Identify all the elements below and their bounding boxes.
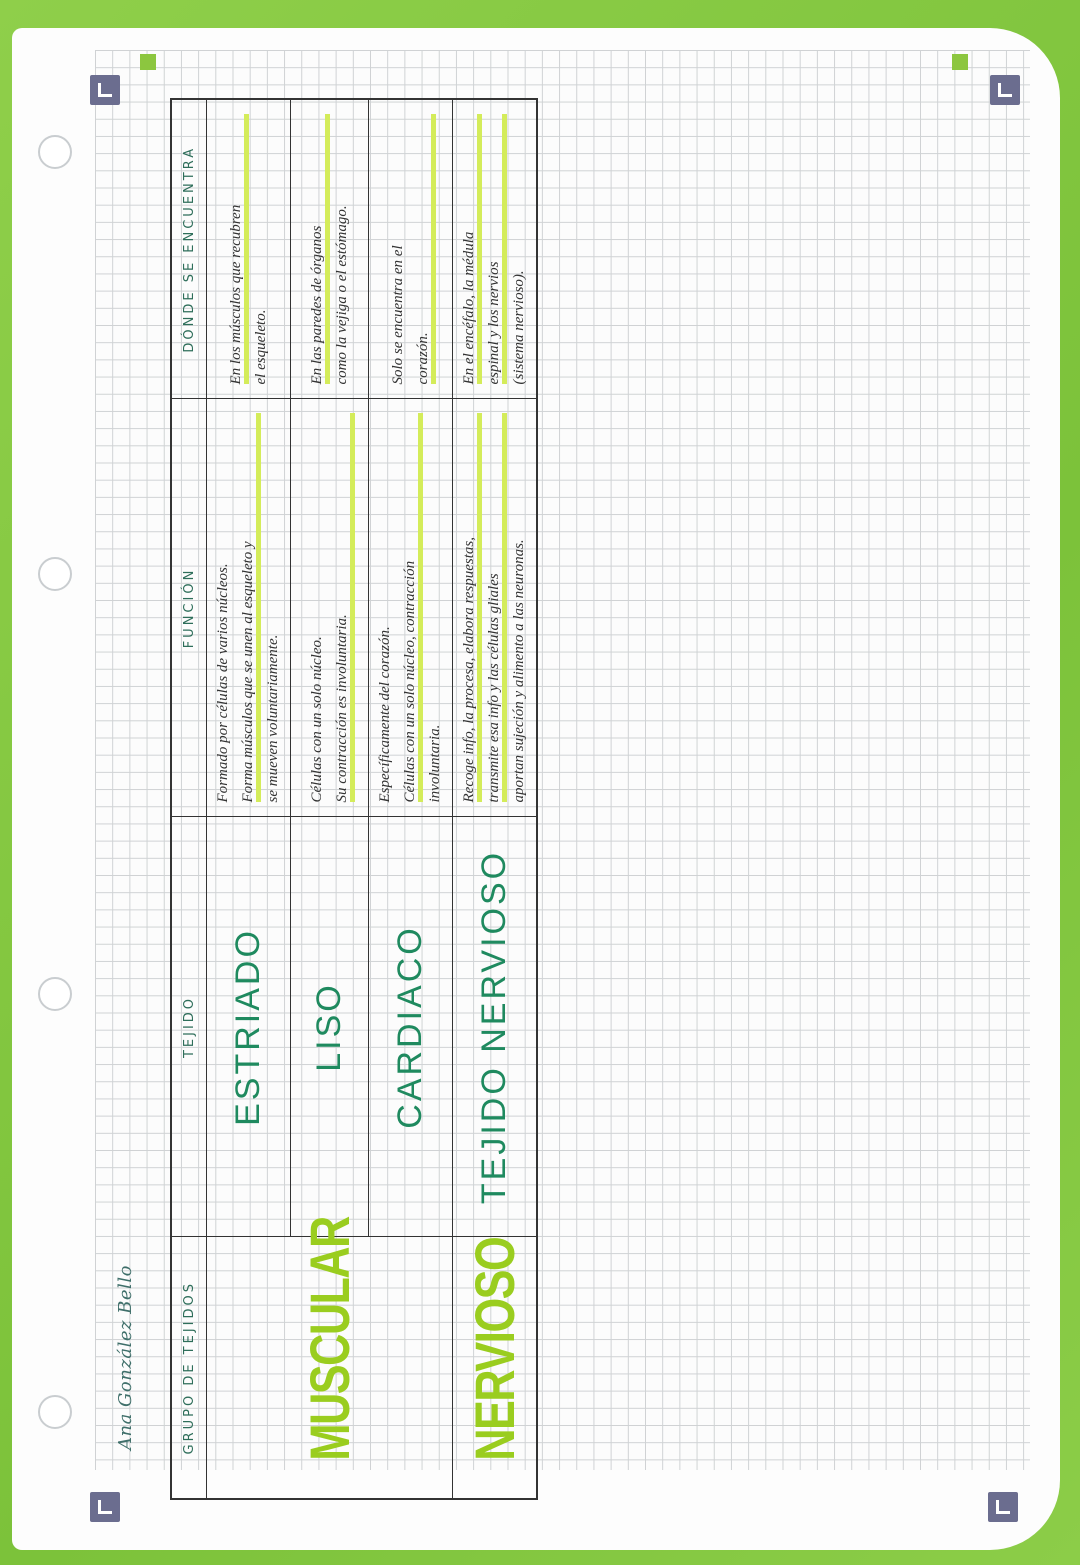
location-cell [453,99,538,399]
tissue-name: ESTRIADO [229,928,267,1126]
location-line: En los músculos que recubren [224,114,249,385]
table-row [207,99,291,1499]
function-line: Células con un solo núcleo, contracción [398,414,423,803]
tissue-cell [291,817,369,1237]
table-row [453,99,538,1499]
binder-hole [38,557,72,591]
function-line: aportan sujeción y alimento a las neuronas. [511,539,527,803]
location-line: el esqueleto. [252,309,269,385]
location-line: espinal y los nervios [482,114,507,385]
tissue-cell [207,817,291,1237]
tissues-table [170,98,538,1500]
location-line: Solo se encuentra en el [389,245,406,385]
tissue-name: CARDIACO [391,925,429,1129]
function-cell [291,399,369,817]
author-name: Ana González Bello [115,1265,136,1450]
page-tab-icon [140,54,156,70]
function-line: Recoge info, la procesa, elabora respuestas, [457,414,482,803]
tissue-name: LISO [310,982,348,1072]
group-label-muscular: MUSCULAR [298,1217,361,1461]
function-line: se mueven voluntariamente. [265,634,281,803]
group-label-nervioso: NERVIOSO [463,1237,526,1461]
function-line: transmite esa info y las células gliales [482,414,507,803]
group-cell-muscular [207,1217,453,1499]
table-header-row [171,99,207,1499]
function-line: involuntaria. [427,724,443,803]
header-tissue: TEJIDO [171,817,207,1237]
location-cell [369,99,453,399]
header-location: DÓNDE SE ENCUENTRA [171,99,207,399]
header-function: FUNCIÓN [171,399,207,817]
corner-marker-icon [90,75,120,105]
binder-hole [38,135,72,169]
location-cell [207,99,291,399]
corner-marker-icon [90,1492,120,1522]
location-cell [291,99,369,399]
binder-hole [38,977,72,1011]
function-line: Forma músculos que se unen al esqueleto y [236,414,261,803]
function-line: Específicamente del corazón. [377,626,393,803]
rotated-worksheet [115,100,527,1500]
function-line: Células con un solo núcleo. [308,636,325,803]
group-cell-nervioso [453,1237,538,1499]
location-line: En el encéfalo, la médula [457,114,482,385]
page-tab-icon [952,54,968,70]
function-cell [369,399,453,817]
function-cell [453,399,538,817]
tissue-cell [369,817,453,1237]
header-group: GRUPO DE TEJIDOS [171,1237,207,1499]
location-line: como la vejiga o el estómago. [333,205,350,385]
location-line: corazón. [411,114,436,385]
corner-marker-icon [990,75,1020,105]
function-cell [207,399,291,817]
function-line: Su contracción es involuntaria. [330,414,355,803]
corner-marker-icon [988,1492,1018,1522]
function-line: Formado por células de varios núcleos. [215,563,231,803]
binder-hole [38,1395,72,1429]
tissue-name: TEJIDO NERVIOSO [475,849,513,1205]
location-line: En las paredes de órganos [305,114,330,385]
location-line: (sistema nervioso). [511,270,527,385]
tissue-cell [453,817,538,1237]
